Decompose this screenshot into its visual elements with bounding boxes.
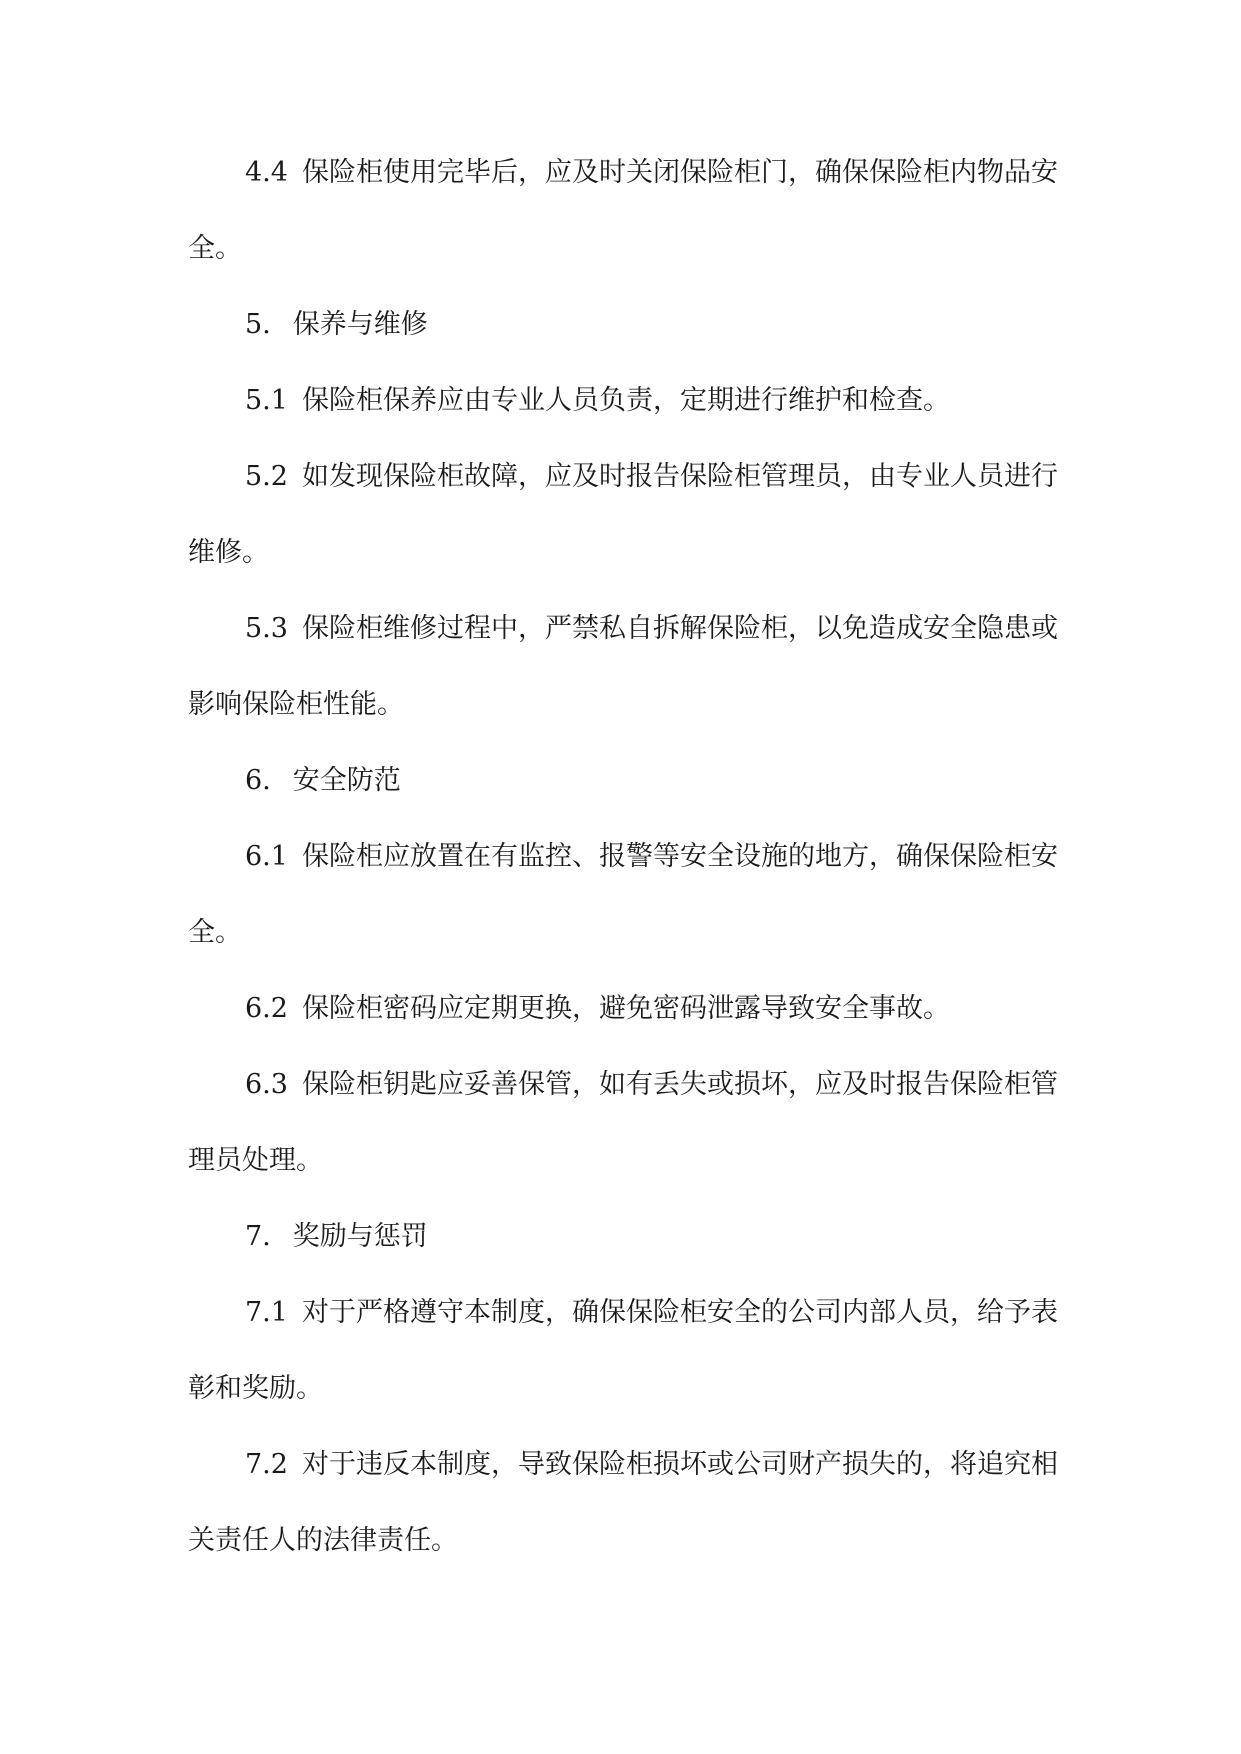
section-number: 6. — [245, 765, 271, 796]
section-title: 安全防范 — [292, 765, 401, 796]
section-number: 7. — [245, 1221, 271, 1252]
paragraph-6-1 — [188, 819, 1058, 971]
paragraph-number: 7.2 — [245, 1449, 288, 1480]
paragraph-6-2 — [188, 971, 1058, 1047]
section-title: 奖励与惩罚 — [292, 1221, 428, 1252]
paragraph-text: 保险柜密码应定期更换，避免密码泄露导致安全事故。 — [301, 993, 950, 1024]
paragraph-number: 7.1 — [245, 1297, 288, 1328]
paragraph-text: 保险柜保养应由专业人员负责，定期进行维护和检查。 — [301, 385, 950, 416]
paragraph-6-3 — [188, 1047, 1058, 1199]
paragraph-text: 保险柜使用完毕后，应及时关闭保险柜门，确保保险柜内物品安全。 — [188, 157, 1058, 264]
section-title: 保养与维修 — [292, 309, 428, 340]
paragraph-4-4 — [188, 135, 1058, 287]
paragraph-5-1 — [188, 363, 1058, 439]
paragraph-text: 对于违反本制度，导致保险柜损坏或公司财产损失的，将追究相关责任人的法律责任。 — [188, 1449, 1058, 1556]
section-heading-5 — [188, 287, 1058, 363]
paragraph-number: 6.1 — [245, 841, 288, 872]
section-number: 5. — [245, 309, 271, 340]
paragraph-number: 5.3 — [245, 613, 288, 644]
paragraph-text: 保险柜钥匙应妥善保管，如有丢失或损坏，应及时报告保险柜管理员处理。 — [188, 1069, 1058, 1176]
paragraph-number: 4.4 — [245, 157, 288, 188]
paragraph-number: 6.2 — [245, 993, 288, 1024]
paragraph-text: 如发现保险柜故障，应及时报告保险柜管理员，由专业人员进行维修。 — [188, 461, 1058, 568]
document-body — [188, 135, 1058, 1579]
paragraph-text: 保险柜维修过程中，严禁私自拆解保险柜，以免造成安全隐患或影响保险柜性能。 — [188, 613, 1058, 720]
section-heading-7 — [188, 1199, 1058, 1275]
paragraph-5-3 — [188, 591, 1058, 743]
paragraph-7-1 — [188, 1275, 1058, 1427]
section-heading-6 — [188, 743, 1058, 819]
paragraph-text: 对于严格遵守本制度，确保保险柜安全的公司内部人员，给予表彰和奖励。 — [188, 1297, 1058, 1404]
paragraph-number: 5.2 — [245, 461, 288, 492]
paragraph-number: 5.1 — [245, 385, 288, 416]
paragraph-number: 6.3 — [245, 1069, 288, 1100]
paragraph-5-2 — [188, 439, 1058, 591]
paragraph-7-2 — [188, 1427, 1058, 1579]
paragraph-text: 保险柜应放置在有监控、报警等安全设施的地方，确保保险柜安全。 — [188, 841, 1058, 948]
